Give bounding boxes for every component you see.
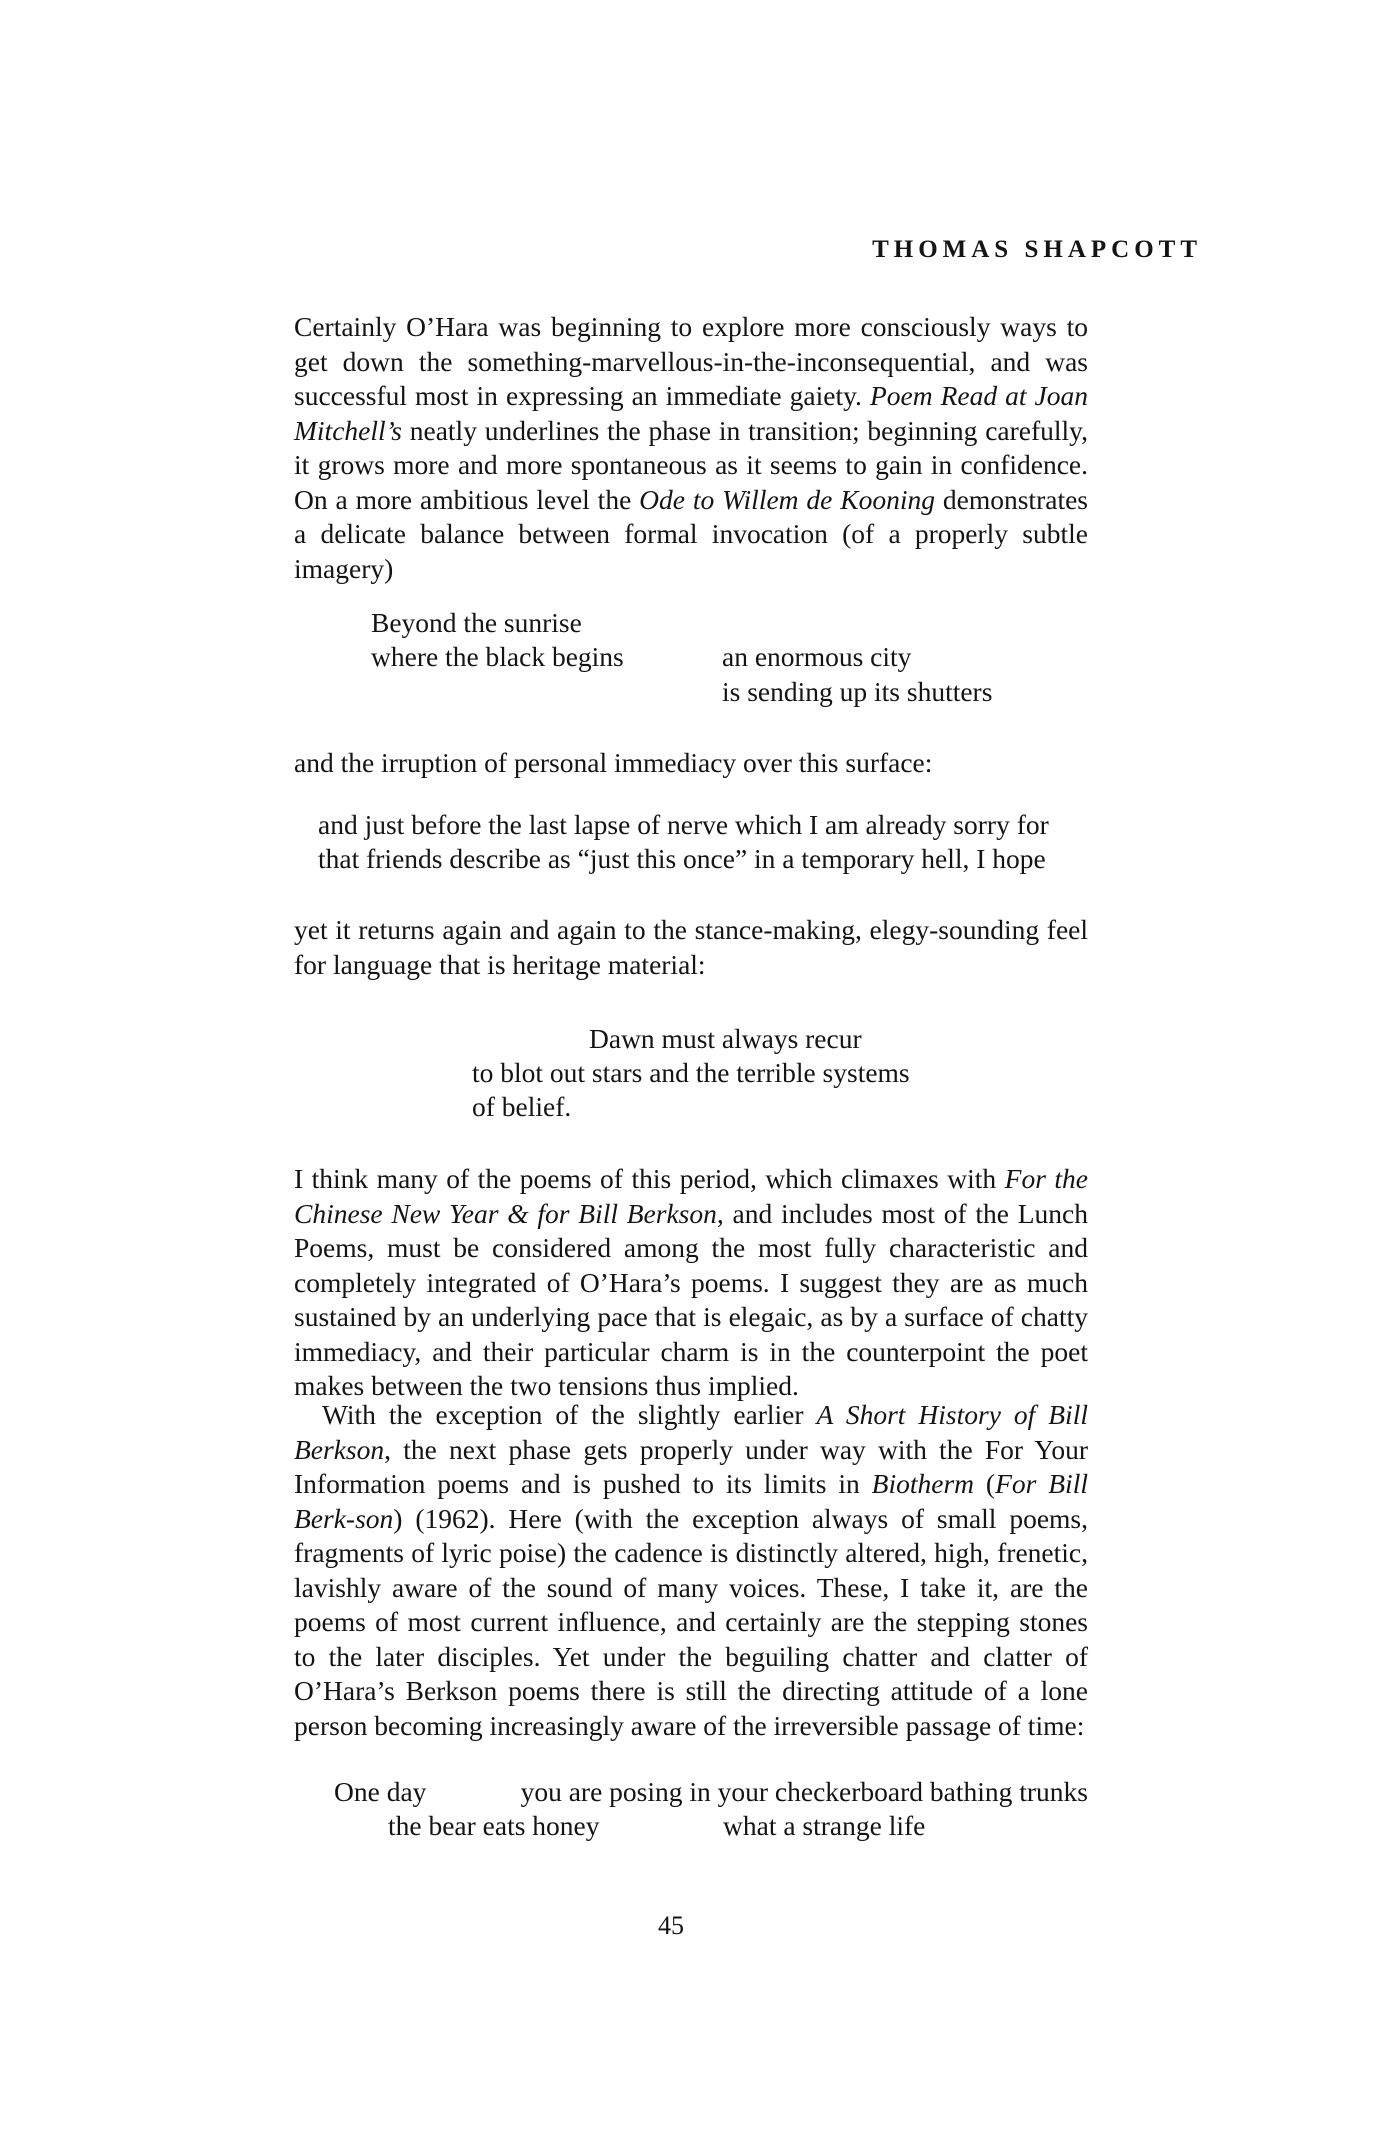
italic-title: For Bill Berk-son: [294, 1468, 1088, 1534]
verse-2-line-1: and just before the last lapse of nerve which I am already sorry for: [318, 809, 1049, 840]
italic-title: A Short History of Bill Berkson: [294, 1399, 1088, 1465]
continuation-2: yet it returns again and again to the stance-making, elegy-sounding feel for language that is heritage material:: [294, 914, 1088, 980]
verse-4-line-1a: One day: [334, 1776, 427, 1807]
verse-1-line-2a: where the black begins: [371, 641, 624, 672]
running-head: THOMAS SHAPCOTT: [872, 236, 1202, 263]
page-number: 45: [658, 1911, 684, 1940]
italic-title: Biotherm: [871, 1468, 975, 1499]
italic-title: Ode to Willem de Kooning: [639, 483, 935, 515]
verse-4-line-2b: what a strange life: [723, 1810, 926, 1841]
verse-3-line-1: Dawn must always recur: [589, 1023, 862, 1054]
verse-4-line-2a: the bear eats honey: [388, 1810, 600, 1841]
verse-3-line-3: of belief.: [472, 1091, 572, 1122]
verse-2-line-2: that friends describe as “just this once” in a temporary hell, I hope: [318, 843, 1046, 874]
verse-1-line-3: is sending up its shutters: [722, 676, 993, 707]
verse-1-line-2b: an enormous city: [722, 641, 912, 672]
italic-title: For the Chinese New Year & for Bill Berkson: [294, 1163, 1088, 1229]
continuation-1: and the irruption of personal immediacy over this surface:: [294, 747, 933, 778]
italic-title: Poem Read at Joan Mitchell’s: [294, 380, 1088, 446]
verse-1-line-1: Beyond the sunrise: [371, 607, 582, 638]
paragraph-4: With the exception of the slightly earlier A Short History of Bill Berkson, the next phase gets properly under way with the For Your Information poems and is pushed to its limits in Biotherm (For Bill Berk-son) (1962). Here (with the exception always of small poems, fragments of lyric poise) the cadence is distinctly altered, high, frenetic, lavishly aware of the sound of many voices. These, I take it, are the poems of most current influence, and certainly are the stepping stones to the later disciples. Yet under the beguiling chatter and clatter of O’Hara’s Berkson poems there is still the directing attitude of a lone person becoming increasingly aware of the irreversible passage of time:: [294, 1399, 1088, 1741]
verse-3-line-2: to blot out stars and the terrible systems: [472, 1057, 910, 1088]
paragraph-3: I think many of the poems of this period, which climaxes with For the Chinese New Year & for Bill Berkson, and includes most of the Lunch Poems, must be considered among the most fully characteristic and completely integrated of O’Hara’s poems. I suggest they are as much sustained by an underlying pace that is elegaic, as by a surface of chatty immediacy, and their particular charm is in the counterpoint the poet makes between the two tensions thus implied.: [294, 1163, 1089, 1401]
paragraph-1: Certainly O’Hara was beginning to explore more consciously ways to get down the something-marvellous-in-the-inconsequential, and was successful most in expressing an immediate gaiety. Poem Read at Joan Mitchell’s neatly underlines the phase in transition; beginning carefully, it grows more and more spontaneous as it seems to gain in confidence. On a more ambitious level the Ode to Willem de Kooning demonstrates a delicate balance between formal invocation (of a properly subtle imagery): [294, 311, 1088, 584]
verse-4-line-1b: you are posing in your checkerboard bathing trunks: [520, 1776, 1088, 1807]
